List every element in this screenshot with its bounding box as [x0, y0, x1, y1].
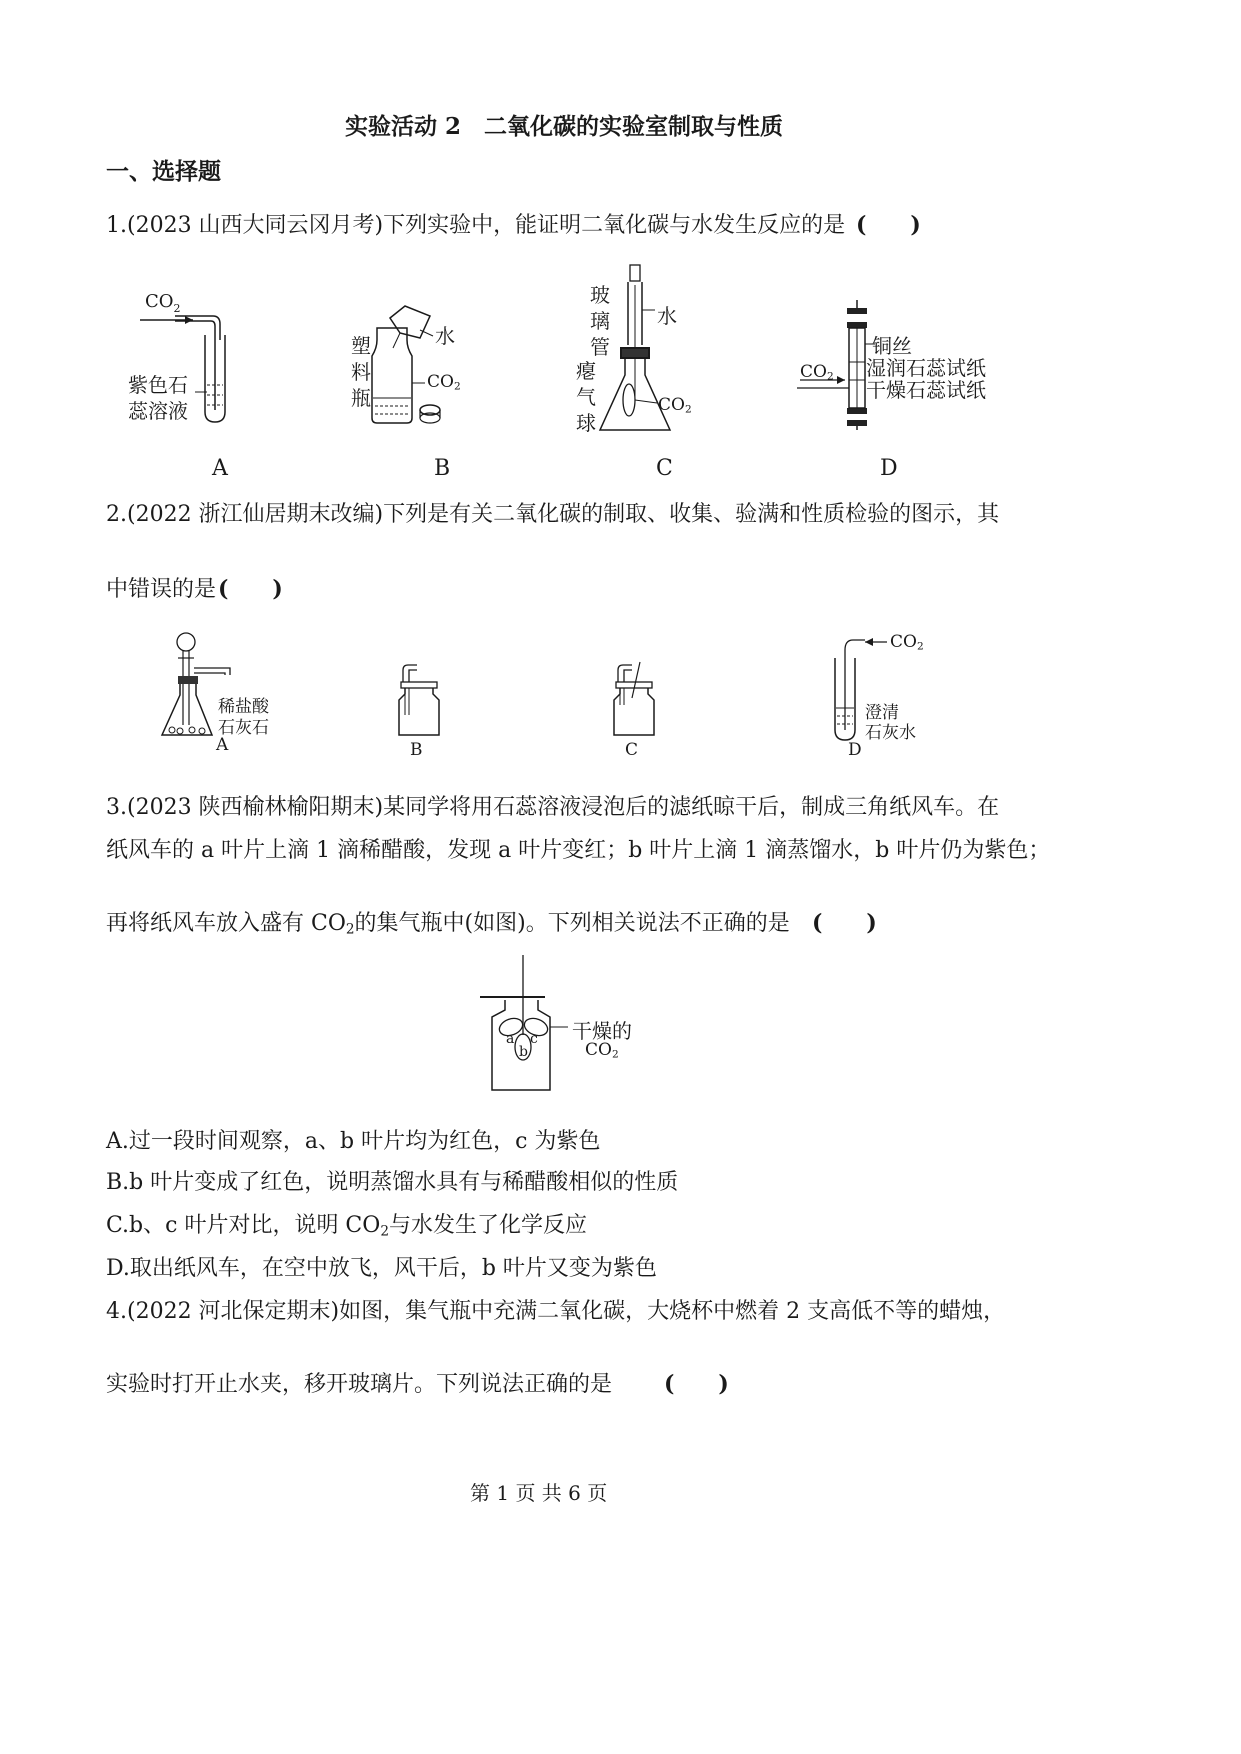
q1a-co2-label: $CO_2$ — [145, 291, 181, 315]
question-2-text-line1: 2.(2022 浙江仙居期末改编)下列是有关二氧化碳的制取、收集、验满和性质检验的图示，其 — [106, 502, 1000, 527]
q1c-balloon-char1: 瘪 — [576, 359, 596, 383]
question-4-text-line2: 实验时打开止水夹，移开玻璃片。下列说法正确的是 — [106, 1372, 613, 1397]
q1a-litmus-line1: 紫色石 — [128, 373, 188, 397]
q2-option-a-letter: A — [216, 735, 229, 755]
balloon-icon — [623, 384, 635, 416]
page-title: 实验活动 2 二氧化碳的实验室制取与性质 — [345, 113, 784, 140]
q3-figure — [470, 955, 670, 1095]
q1b-bottle-char3: 瓶 — [351, 386, 371, 410]
question-1-text: 1.(2023 山西大同云冈月考)下列实验中，能证明二氧化碳与水发生反应的是 — [106, 213, 846, 238]
q1c-glass-tube-label — [590, 282, 610, 360]
q2a-limestone-label: 石灰石 — [218, 718, 269, 738]
question-3-answer-blank: ( ) — [812, 910, 877, 936]
q2d-limewater-line1: 澄清 — [865, 703, 899, 723]
q1c-glass-char1: 玻 — [590, 283, 610, 307]
q1-option-b-letter: B — [434, 456, 451, 481]
question-1-answer-blank: ( ) — [856, 212, 921, 238]
q1b-co2-label: $CO_2$ — [427, 372, 461, 393]
q1-option-c-letter: C — [656, 456, 673, 481]
q2-option-d-letter: D — [848, 740, 862, 760]
plastic-bottle-icon — [372, 328, 412, 423]
q1d-co2-label: $CO_2$ — [800, 362, 834, 383]
q3-option-c: C.b、c 叶片对比，说明 $CO_2$与水发生了化学反应 — [106, 1213, 587, 1240]
question-2-text-line2: 中错误的是 — [106, 577, 217, 602]
q3-dry-label: 干燥的 — [572, 1019, 632, 1043]
q1-option-a-letter: A — [212, 456, 228, 481]
q3-option-a: A.过一段时间观察，a、b 叶片均为红色，c 为紫色 — [106, 1129, 601, 1154]
q2d-co2-label: $CO_2$ — [890, 632, 924, 653]
conical-flask-icon — [162, 684, 212, 735]
question-2-answer-blank: ( ) — [218, 576, 283, 602]
q2d-limewater-line2: 石灰水 — [865, 723, 916, 743]
q1d-dry-paper-label: 干燥石蕊试纸 — [866, 378, 986, 402]
q1b-bottle-char2: 料 — [351, 360, 371, 384]
q1d-copper-label: 铜丝 — [872, 334, 912, 358]
page-footer: 第 1 页 共 6 页 — [470, 1481, 608, 1505]
q1c-balloon-char3: 球 — [576, 411, 596, 435]
match-stick-icon — [632, 662, 640, 698]
question-4-answer-blank: ( ) — [664, 1371, 729, 1397]
q2a-acid-label: 稀盐酸 — [218, 697, 269, 717]
q3-co2-label: $CO_2$ — [585, 1040, 619, 1061]
q2-figure-b — [395, 660, 445, 740]
question-3-text-line1: 3.(2023 陕西榆林榆阳期末)某同学将用石蕊溶液浸泡后的滤纸晾干后，制成三角纸风车。在 — [106, 795, 1000, 820]
q3-option-b: B.b 叶片变成了红色，说明蒸馏水具有与稀醋酸相似的性质 — [106, 1170, 679, 1195]
question-3-text-line2: 纸风车的 a 叶片上滴 1 滴稀醋酸，发现 a 叶片变红；b 叶片上滴 1 滴蒸馏水，b 叶片仍为紫色； — [106, 838, 1051, 863]
q1c-balloon-char2: 气 — [576, 385, 596, 409]
q1c-glass-char2: 璃 — [590, 309, 610, 333]
q2-figure-c — [610, 660, 660, 740]
q3-option-d: D.取出纸风车，在空中放飞，风干后，b 叶片又变为紫色 — [106, 1256, 657, 1281]
leaf-c-label: c — [530, 1031, 538, 1047]
q2-option-b-letter: B — [410, 740, 423, 760]
q1c-co2-label: $CO_2$ — [658, 395, 692, 416]
q1c-balloon-label — [576, 358, 596, 436]
q1d-wet-paper-label: 湿润石蕊试纸 — [866, 356, 986, 380]
q1b-bottle-label — [351, 333, 371, 411]
q1a-litmus-label — [128, 372, 188, 424]
question-4-text-line1: 4.(2022 河北保定期末)如图，集气瓶中充满二氧化碳，大烧杯中燃着 2 支高低不等的蜡烛， — [106, 1299, 1006, 1324]
q1b-bottle-char1: 塑 — [351, 334, 371, 358]
beaker-icon — [390, 306, 430, 338]
q1-option-d-letter: D — [880, 456, 898, 481]
funnel-bulb-icon — [177, 633, 195, 651]
q1a-litmus-line2: 蕊溶液 — [128, 399, 188, 423]
q1c-glass-char3: 管 — [590, 335, 610, 359]
q1c-water-label: 水 — [657, 304, 677, 328]
q1b-water-label: 水 — [435, 324, 455, 348]
q2-option-c-letter: C — [625, 740, 639, 760]
leaf-a-label: a — [506, 1031, 515, 1047]
section-heading: 一、选择题 — [106, 158, 221, 185]
leaf-b-label: b — [519, 1044, 528, 1060]
question-3-text-line3: 再将纸风车放入盛有 $CO_2$的集气瓶中(如图)。下列相关说法不正确的是 — [106, 911, 790, 938]
